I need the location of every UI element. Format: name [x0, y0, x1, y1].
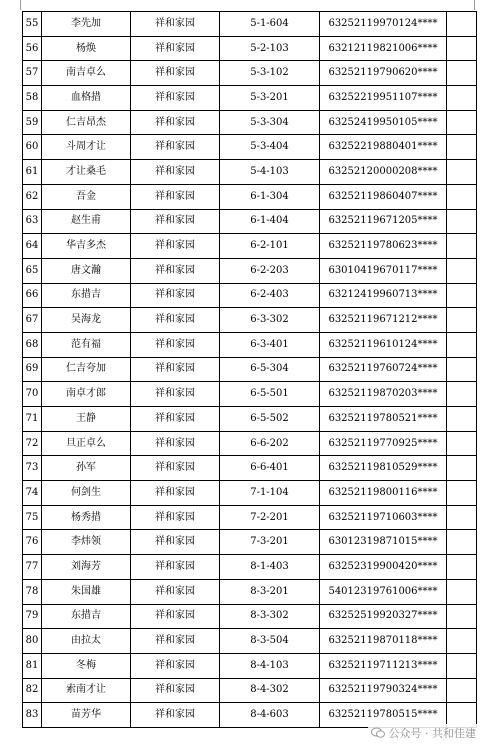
resident-name: 何剑生 — [42, 481, 131, 506]
id-number: 63252119780515**** — [320, 703, 447, 728]
community-name: 祥和家园 — [131, 308, 220, 333]
empty-cell — [447, 184, 477, 209]
row-number: 69 — [23, 357, 42, 382]
empty-cell — [447, 555, 477, 580]
resident-name: 南吉卓么 — [42, 61, 131, 86]
resident-name: 范有福 — [42, 332, 131, 357]
id-number: 63252119770925**** — [320, 431, 447, 456]
empty-cell — [447, 629, 477, 654]
table-row — [23, 629, 477, 654]
id-number: 63252119810529**** — [320, 456, 447, 481]
id-number: 63012319871015**** — [320, 530, 447, 555]
unit-address: 5-3-201 — [220, 86, 320, 111]
id-number: 63252519920327**** — [320, 604, 447, 629]
unit-address: 6-2-403 — [220, 283, 320, 308]
unit-address: 7-3-201 — [220, 530, 320, 555]
id-number: 63252120000208**** — [320, 160, 447, 185]
row-number: 55 — [23, 12, 42, 37]
id-number: 63212419960713**** — [320, 283, 447, 308]
community-name: 祥和家园 — [131, 481, 220, 506]
empty-cell — [447, 357, 477, 382]
empty-cell — [447, 110, 477, 135]
unit-address: 6-3-302 — [220, 308, 320, 333]
community-name: 祥和家园 — [131, 357, 220, 382]
community-name: 祥和家园 — [131, 86, 220, 111]
unit-address: 6-2-203 — [220, 258, 320, 283]
row-number: 78 — [23, 579, 42, 604]
residents-table — [22, 11, 477, 728]
unit-address: 8-3-504 — [220, 629, 320, 654]
id-number: 63212119821006**** — [320, 36, 447, 61]
community-name: 祥和家园 — [131, 12, 220, 37]
table-row — [23, 209, 477, 234]
table-row — [23, 110, 477, 135]
empty-cell — [447, 12, 477, 37]
resident-name: 杨秀措 — [42, 505, 131, 530]
community-name: 祥和家园 — [131, 160, 220, 185]
resident-name: 唐文瀚 — [42, 258, 131, 283]
table-row — [23, 481, 477, 506]
resident-name: 吾金 — [42, 184, 131, 209]
table-row — [23, 36, 477, 61]
resident-name: 杨焕 — [42, 36, 131, 61]
community-name: 祥和家园 — [131, 629, 220, 654]
table-row — [23, 530, 477, 555]
table-row — [23, 357, 477, 382]
table-row — [23, 678, 477, 703]
table-row — [23, 61, 477, 86]
row-number: 60 — [23, 135, 42, 160]
table-row — [23, 382, 477, 407]
row-number: 68 — [23, 332, 42, 357]
unit-address: 8-4-302 — [220, 678, 320, 703]
community-name: 祥和家园 — [131, 135, 220, 160]
empty-cell — [447, 481, 477, 506]
empty-cell — [447, 135, 477, 160]
empty-cell — [447, 653, 477, 678]
table-row — [23, 12, 477, 37]
community-name: 祥和家园 — [131, 555, 220, 580]
resident-name: 苗芳华 — [42, 703, 131, 728]
page-corner-mark — [474, 0, 487, 10]
row-number: 79 — [23, 604, 42, 629]
community-name: 祥和家园 — [131, 579, 220, 604]
community-name: 祥和家园 — [131, 258, 220, 283]
community-name: 祥和家园 — [131, 283, 220, 308]
resident-name: 朱国雄 — [42, 579, 131, 604]
resident-name: 冬梅 — [42, 653, 131, 678]
resident-name: 仁吉夸加 — [42, 357, 131, 382]
row-number: 83 — [23, 703, 42, 728]
community-name: 祥和家园 — [131, 234, 220, 259]
empty-cell — [447, 332, 477, 357]
id-number: 63252119870203**** — [320, 382, 447, 407]
empty-cell — [447, 456, 477, 481]
empty-cell — [447, 530, 477, 555]
unit-address: 8-4-603 — [220, 703, 320, 728]
empty-cell — [447, 36, 477, 61]
table-row — [23, 505, 477, 530]
unit-address: 8-4-103 — [220, 653, 320, 678]
unit-address: 5-1-604 — [220, 12, 320, 37]
community-name: 祥和家园 — [131, 653, 220, 678]
community-name: 祥和家园 — [131, 431, 220, 456]
unit-address: 5-2-103 — [220, 36, 320, 61]
empty-cell — [447, 678, 477, 703]
id-number: 63252119671212**** — [320, 308, 447, 333]
community-name: 祥和家园 — [131, 678, 220, 703]
watermark — [368, 724, 480, 742]
row-number: 71 — [23, 407, 42, 432]
id-number: 63252119860407**** — [320, 184, 447, 209]
resident-name: 吴海龙 — [42, 308, 131, 333]
unit-address: 5-3-404 — [220, 135, 320, 160]
resident-name: 才让桑毛 — [42, 160, 131, 185]
resident-name: 索南才让 — [42, 678, 131, 703]
row-number: 70 — [23, 382, 42, 407]
table-row — [23, 332, 477, 357]
table-row — [23, 184, 477, 209]
empty-cell — [447, 258, 477, 283]
id-number: 63252119610124**** — [320, 332, 447, 357]
community-name: 祥和家园 — [131, 382, 220, 407]
id-number: 63010419670117**** — [320, 258, 447, 283]
id-number: 63252419950105**** — [320, 110, 447, 135]
row-number: 80 — [23, 629, 42, 654]
row-number: 74 — [23, 481, 42, 506]
empty-cell — [447, 160, 477, 185]
id-number: 63252119760724**** — [320, 357, 447, 382]
unit-address: 8-3-302 — [220, 604, 320, 629]
community-name: 祥和家园 — [131, 604, 220, 629]
community-name: 祥和家园 — [131, 209, 220, 234]
table-row — [23, 308, 477, 333]
community-name: 祥和家园 — [131, 407, 220, 432]
page-corner-mark — [8, 0, 21, 10]
row-number: 67 — [23, 308, 42, 333]
row-number: 76 — [23, 530, 42, 555]
empty-cell — [447, 234, 477, 259]
row-number: 59 — [23, 110, 42, 135]
empty-cell — [447, 86, 477, 111]
empty-cell — [447, 283, 477, 308]
empty-cell — [447, 308, 477, 333]
unit-address: 5-3-304 — [220, 110, 320, 135]
id-number: 63252119970124**** — [320, 12, 447, 37]
row-number: 63 — [23, 209, 42, 234]
id-number: 63252319900420**** — [320, 555, 447, 580]
empty-cell — [447, 61, 477, 86]
id-number: 63252119780623**** — [320, 234, 447, 259]
community-name: 祥和家园 — [131, 110, 220, 135]
table-row — [23, 234, 477, 259]
empty-cell — [447, 604, 477, 629]
unit-address: 5-4-103 — [220, 160, 320, 185]
community-name: 祥和家园 — [131, 332, 220, 357]
row-number: 81 — [23, 653, 42, 678]
row-number: 62 — [23, 184, 42, 209]
row-number: 82 — [23, 678, 42, 703]
table-row — [23, 579, 477, 604]
unit-address: 6-1-304 — [220, 184, 320, 209]
unit-address: 8-1-403 — [220, 555, 320, 580]
resident-name: 由拉太 — [42, 629, 131, 654]
table-row — [23, 431, 477, 456]
empty-cell — [447, 505, 477, 530]
id-number: 63252119870118**** — [320, 629, 447, 654]
unit-address: 6-5-501 — [220, 382, 320, 407]
community-name: 祥和家园 — [131, 530, 220, 555]
resident-name: 仁吉昂杰 — [42, 110, 131, 135]
id-number: 63252119790620**** — [320, 61, 447, 86]
id-number: 63252219951107**** — [320, 86, 447, 111]
row-number: 75 — [23, 505, 42, 530]
table-row — [23, 456, 477, 481]
resident-name: 东措吉 — [42, 283, 131, 308]
row-number: 64 — [23, 234, 42, 259]
unit-address: 6-5-502 — [220, 407, 320, 432]
table-row — [23, 258, 477, 283]
row-number: 72 — [23, 431, 42, 456]
community-name: 祥和家园 — [131, 184, 220, 209]
empty-cell — [447, 579, 477, 604]
community-name: 祥和家园 — [131, 61, 220, 86]
watermark-text: 公众号 · 共和佳建 — [388, 727, 476, 740]
unit-address: 8-3-201 — [220, 579, 320, 604]
unit-address: 7-1-104 — [220, 481, 320, 506]
table-row — [23, 160, 477, 185]
empty-cell — [447, 407, 477, 432]
row-number: 61 — [23, 160, 42, 185]
row-number: 57 — [23, 61, 42, 86]
resident-name: 东措吉 — [42, 604, 131, 629]
unit-address: 6-6-202 — [220, 431, 320, 456]
id-number: 63252219880401**** — [320, 135, 447, 160]
resident-name: 血格措 — [42, 86, 131, 111]
community-name: 祥和家园 — [131, 505, 220, 530]
id-number: 63252119671205**** — [320, 209, 447, 234]
unit-address: 5-3-102 — [220, 61, 320, 86]
id-number: 54012319761006**** — [320, 579, 447, 604]
unit-address: 6-5-304 — [220, 357, 320, 382]
community-name: 祥和家园 — [131, 36, 220, 61]
row-number: 58 — [23, 86, 42, 111]
table-row — [23, 86, 477, 111]
resident-name: 斗周才让 — [42, 135, 131, 160]
unit-address: 6-6-401 — [220, 456, 320, 481]
resident-name: 旦正卓么 — [42, 431, 131, 456]
table-row — [23, 283, 477, 308]
table-row — [23, 604, 477, 629]
empty-cell — [447, 382, 477, 407]
table-row — [23, 407, 477, 432]
id-number: 63252119780521**** — [320, 407, 447, 432]
table-row — [23, 653, 477, 678]
unit-address: 6-2-101 — [220, 234, 320, 259]
id-number: 63252119711213**** — [320, 653, 447, 678]
id-number: 63252119790324**** — [320, 678, 447, 703]
table-body — [23, 12, 477, 728]
row-number: 66 — [23, 283, 42, 308]
resident-name: 赵生甫 — [42, 209, 131, 234]
row-number: 77 — [23, 555, 42, 580]
id-number: 63252119710603**** — [320, 505, 447, 530]
empty-cell — [447, 431, 477, 456]
resident-name: 孙军 — [42, 456, 131, 481]
empty-cell — [447, 209, 477, 234]
table-row — [23, 555, 477, 580]
row-number: 56 — [23, 36, 42, 61]
unit-address: 7-2-201 — [220, 505, 320, 530]
unit-address: 6-1-404 — [220, 209, 320, 234]
row-number: 65 — [23, 258, 42, 283]
resident-name: 华吉多杰 — [42, 234, 131, 259]
resident-name: 李先加 — [42, 12, 131, 37]
table-row — [23, 135, 477, 160]
resident-name: 王静 — [42, 407, 131, 432]
row-number: 73 — [23, 456, 42, 481]
resident-name: 刘海芳 — [42, 555, 131, 580]
community-name: 祥和家园 — [131, 456, 220, 481]
id-number: 63252119800116**** — [320, 481, 447, 506]
community-name: 祥和家园 — [131, 703, 220, 728]
chat-bubble-icon — [371, 727, 385, 739]
resident-name: 李炜领 — [42, 530, 131, 555]
resident-name: 南卓才郎 — [42, 382, 131, 407]
unit-address: 6-3-401 — [220, 332, 320, 357]
